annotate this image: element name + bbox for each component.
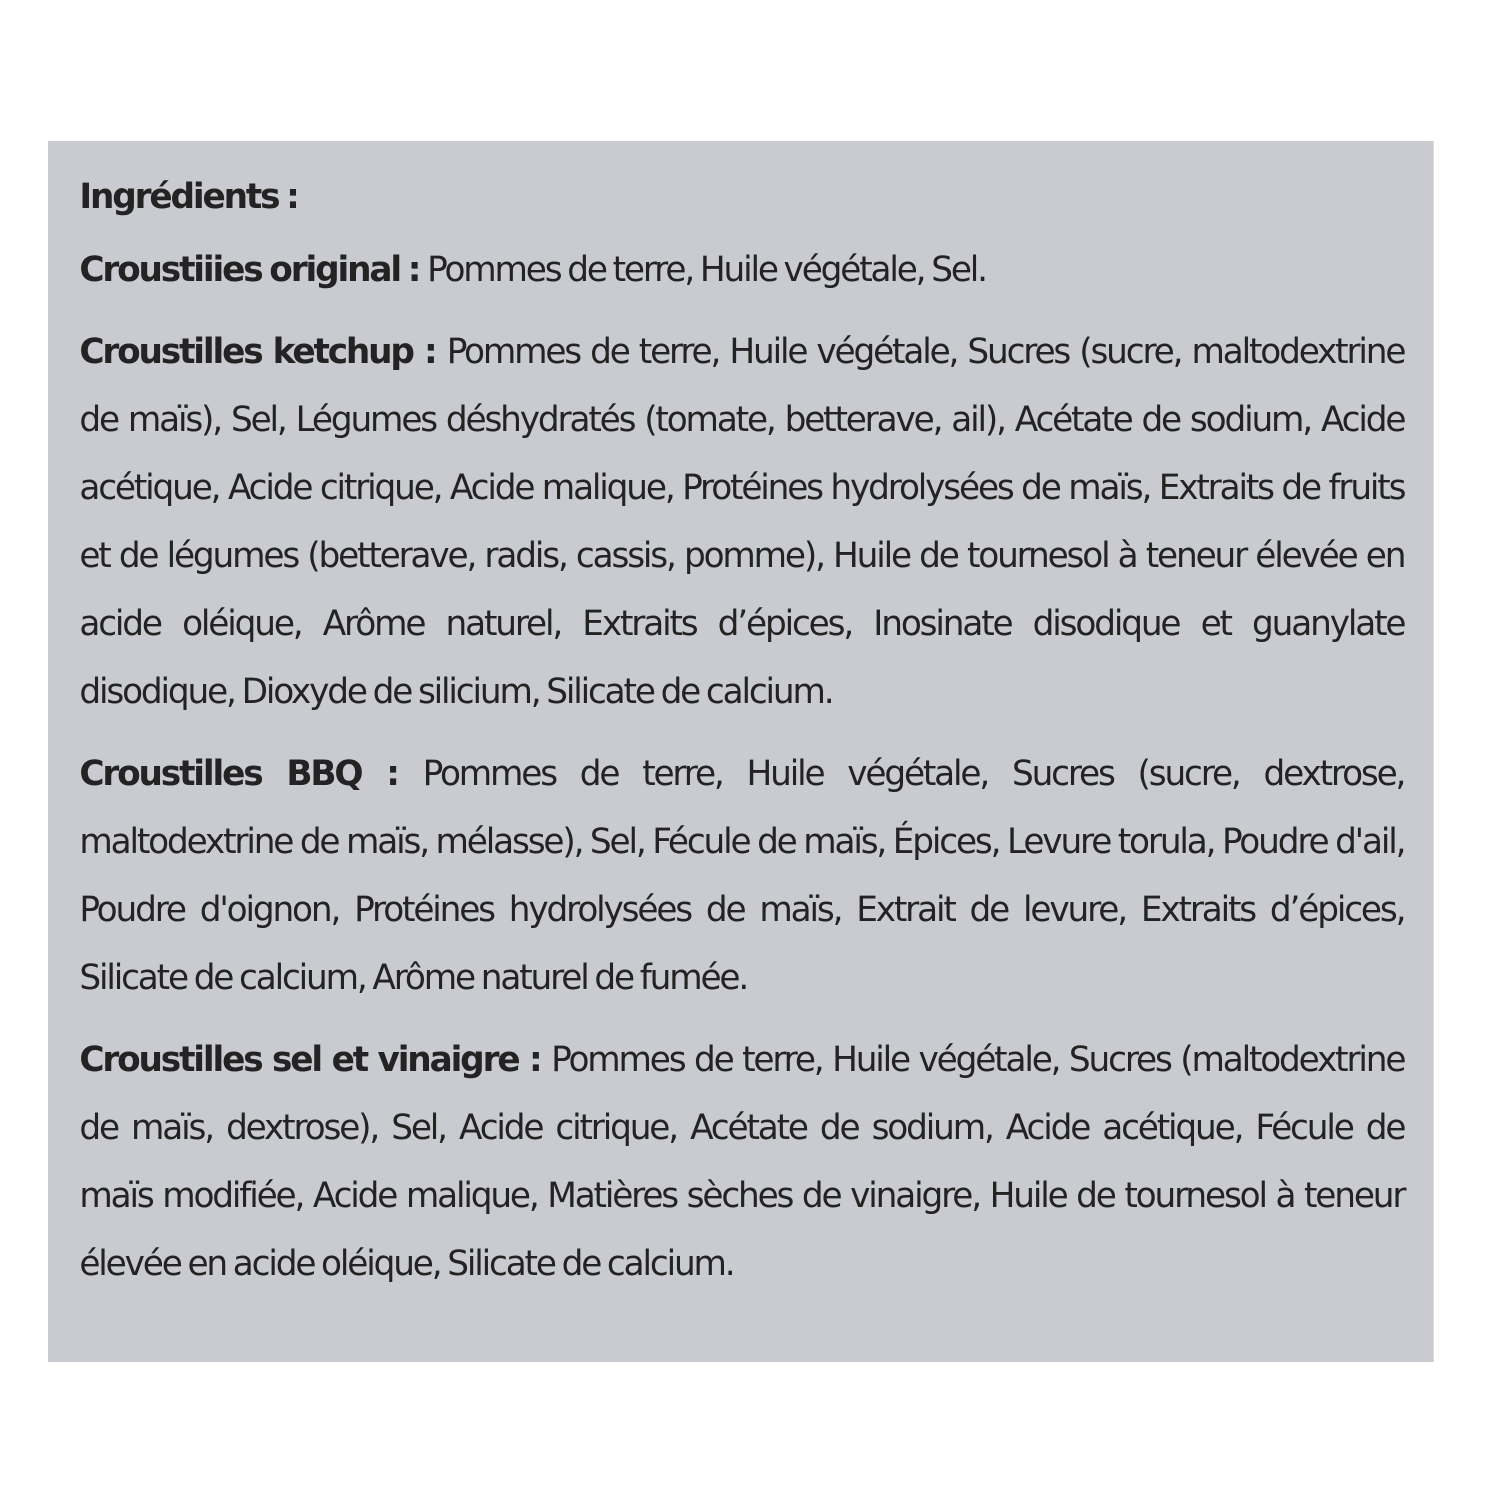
ingredient-list-salt-vinegar: Pommes de terre, Huile végétale, Sucres (maltodextrine de maïs, dextrose), Sel, Acide citrique, Acétate de sodium, Acide acétique, Fécule de maïs modifiée, Acide malique, Matières sèches de vinaigre, Huile de tournesol à teneur élevée en acide oléique, Silicate de calcium. (79, 1040, 1405, 1284)
variety-separator: : (412, 332, 447, 372)
ingredient-block-bbq (79, 740, 1404, 1012)
variety-separator: : (361, 754, 423, 794)
variety-separator: : (399, 250, 428, 290)
ingredient-block-original (79, 236, 1404, 304)
ingredient-block-ketchup (79, 318, 1404, 726)
ingredients-heading: Ingrédients : (79, 177, 298, 217)
ingredient-block-salt-vinegar (79, 1026, 1404, 1298)
ingredient-list-original: Pommes de terre, Huile végétale, Sel. (427, 250, 986, 290)
variety-name-original: Croustiiies original (79, 250, 400, 290)
variety-name-ketchup: Croustilles ketchup (79, 332, 413, 372)
variety-name-salt-vinegar: Croustilles sel et vinaigre (79, 1040, 519, 1080)
ingredient-list-bbq: Pommes de terre, Huile végétale, Sucres (sucre, dextrose, maltodextrine de maïs, mélasse), Sel, Fécule de maïs, Épices, Levure torula, Poudre d'ail, Poudre d'oignon, Protéines hydrolysées de maïs, Extrait de levure, Extraits d’épices, Silicate de calcium, Arôme naturel de fumée. (79, 754, 1405, 998)
variety-separator: : (518, 1040, 552, 1080)
ingredient-list-ketchup: Pommes de terre, Huile végétale, Sucres (sucre, maltodextrine de maïs), Sel, Légumes déshydratés (tomate, betterave, ail), Acétate de sodium, Acide acétique, Acide citrique, Acide malique, Protéines hydrolysées de maïs, Extraits de fruits et de légumes (betterave, radis, cassis, pomme), Huile de tournesol à teneur élevée en acide oléique, Arôme naturel, Extraits d’épices, Inosinate disodique et guanylate disodique, Dioxyde de silicium, Silicate de calcium. (79, 332, 1405, 712)
variety-name-bbq: Croustilles BBQ (79, 754, 362, 794)
ingredients-label-panel (48, 141, 1434, 1362)
